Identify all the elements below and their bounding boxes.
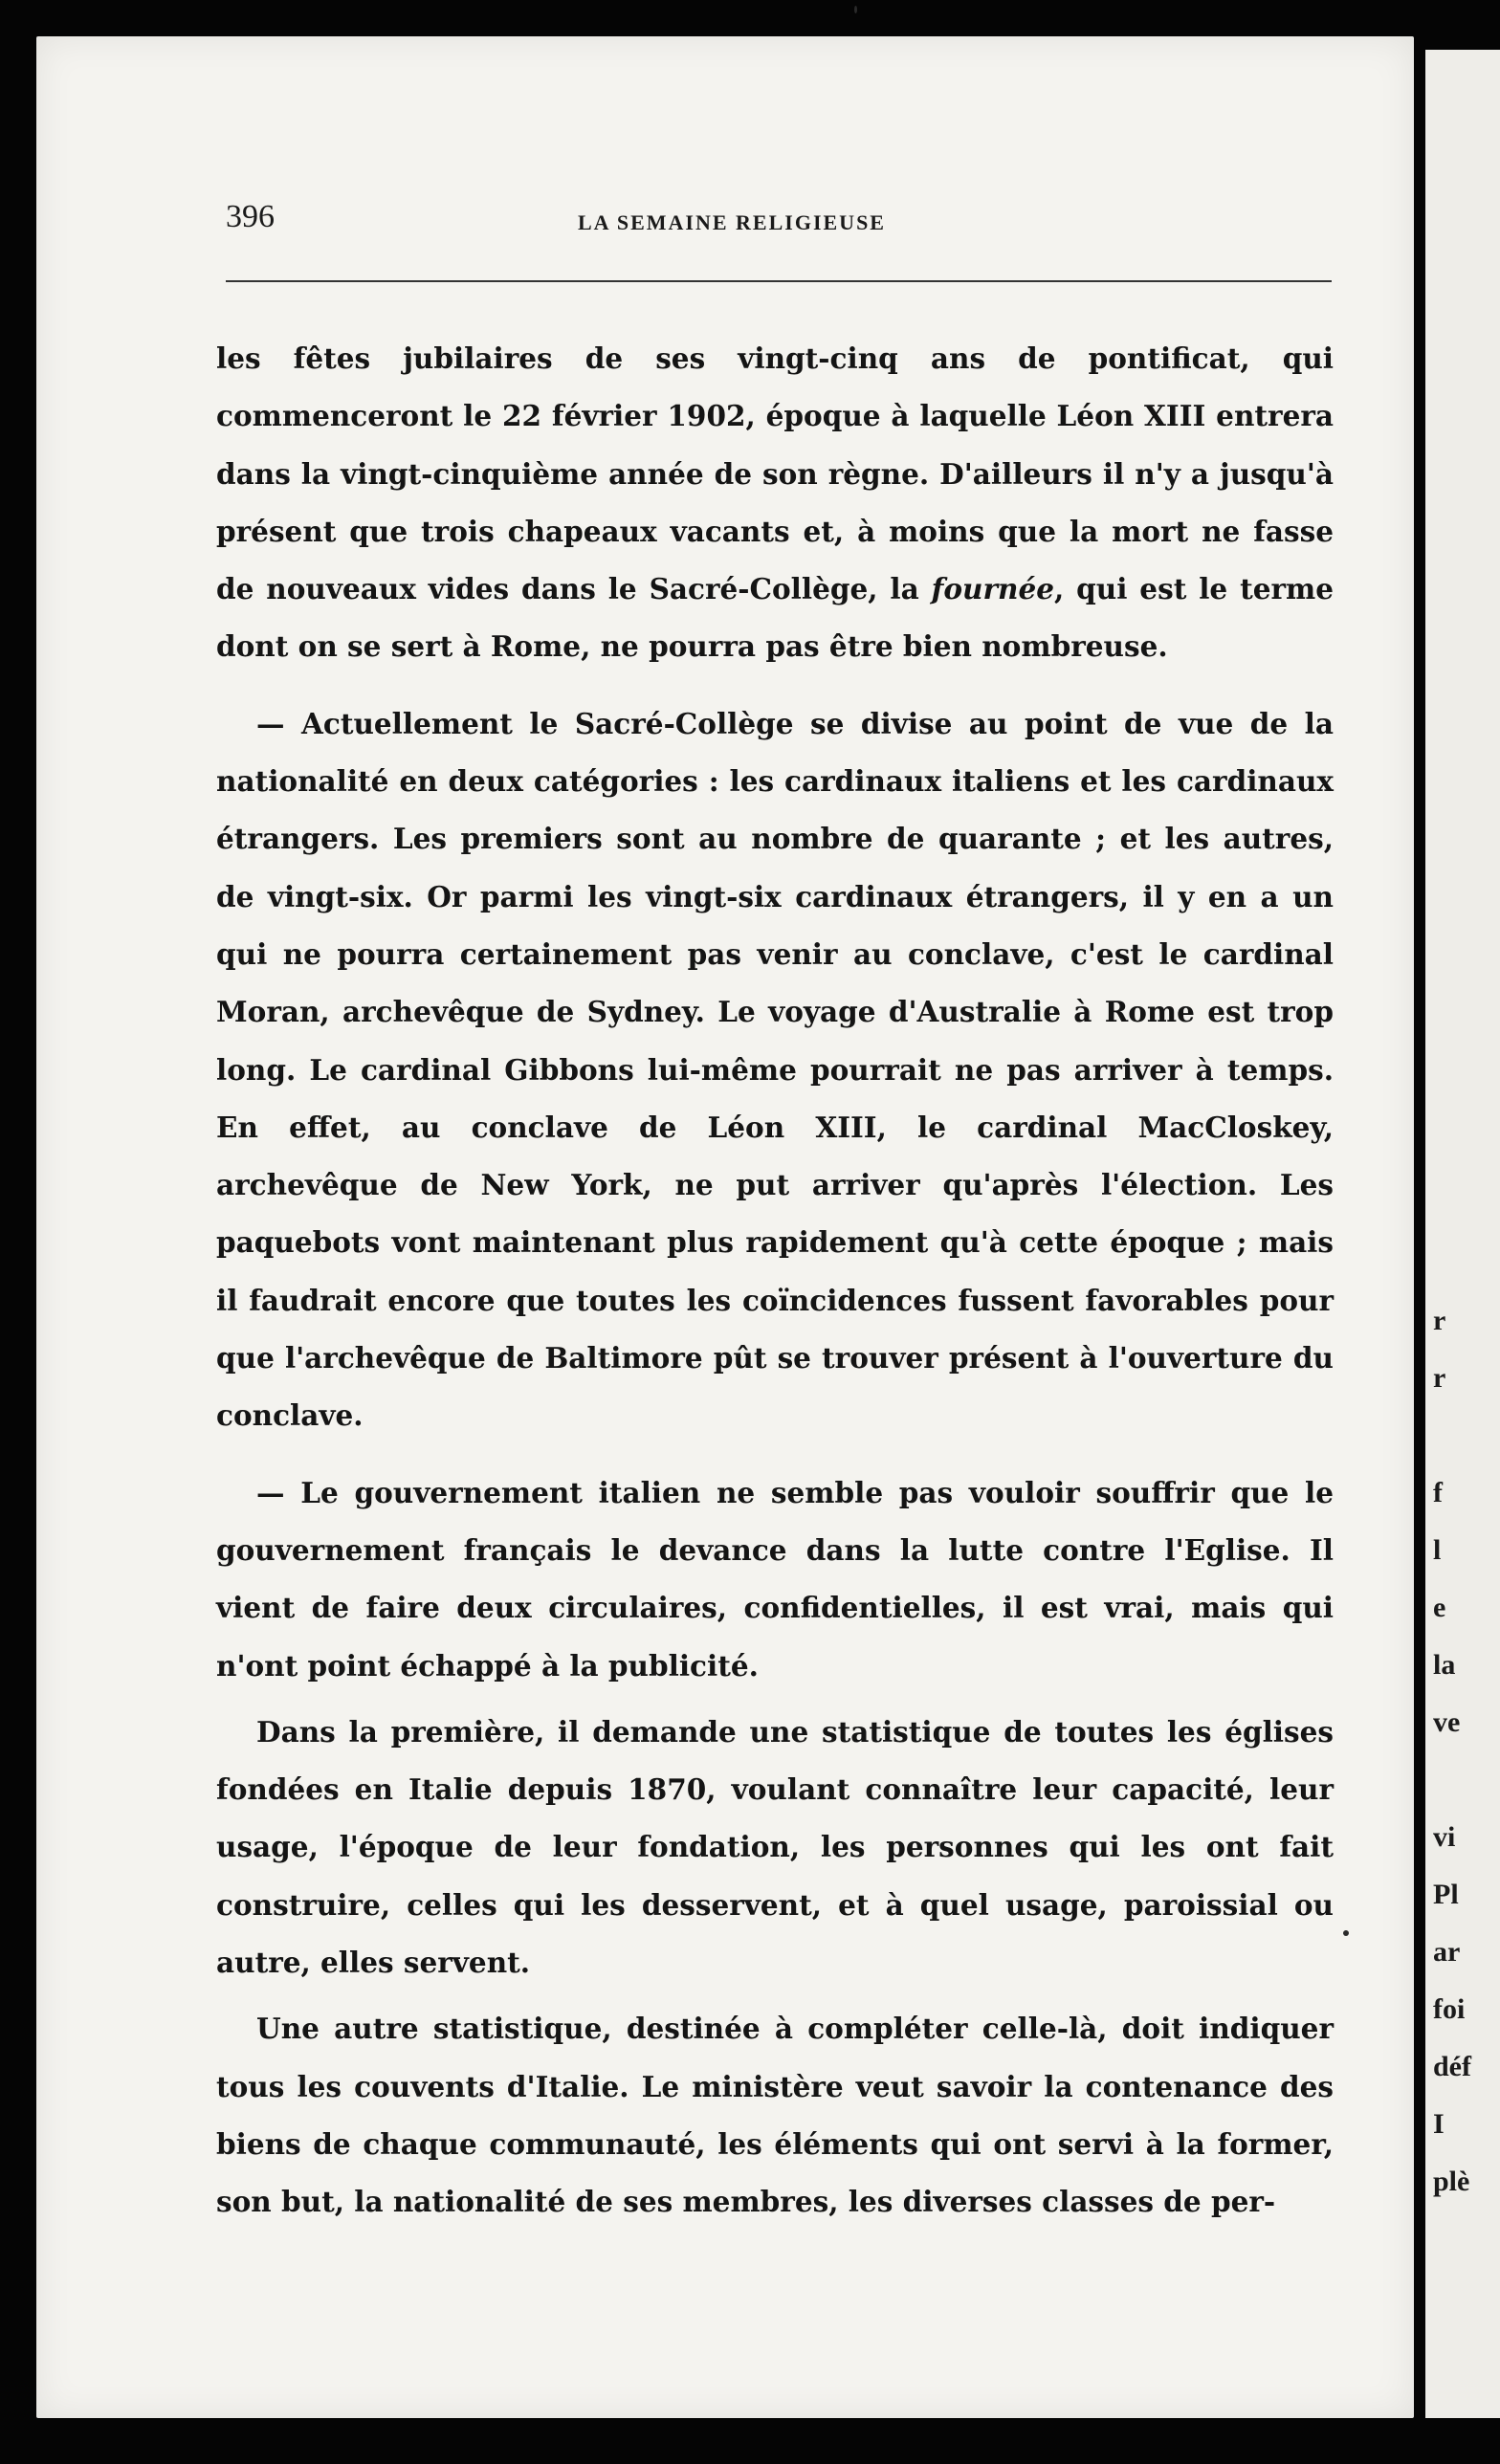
italic-term: fournée	[931, 572, 1054, 606]
facing-page-fragment: déf	[1433, 2051, 1471, 2082]
page-header	[226, 199, 1335, 245]
facing-page-fragment: la	[1433, 1649, 1456, 1681]
facing-page-fragment: foi	[1433, 1993, 1466, 2025]
scan-speck	[1343, 1930, 1349, 1936]
facing-page-fragment: ar	[1433, 1936, 1461, 1968]
facing-page-fragment: r	[1433, 1362, 1446, 1394]
facing-page-fragment: I	[1433, 2108, 1445, 2140]
scan-speck	[854, 6, 857, 13]
body-text	[216, 330, 1334, 2232]
header-rule	[226, 280, 1332, 282]
facing-page-fragment: f	[1433, 1477, 1443, 1508]
facing-page-fragment: r	[1433, 1305, 1446, 1336]
facing-page-fragment: vi	[1433, 1821, 1456, 1853]
paragraph: Dans la première, il demande une statistique de toutes les églises fondées en Italie depuis 1870, voulant connaître leur capacité, leur usage, l'époque de leur fondation, les personnes qui les ont fait construire, celles qui les desservent, et à quel usage, paroissial ou autre, elles servent.	[216, 1714, 1334, 1980]
facing-page-fragment: l	[1433, 1534, 1442, 1566]
paragraph: — Actuellement le Sacré-Collège se divise au point de vue de la nationalité en deux catégories : les cardinaux italiens et les cardinaux étrangers. Les premiers sont au nombre de quarante ; et les autres, de vingt-six. Or parmi les vingt-six cardinaux étrangers, il y en a un qui ne pourra certainement pas venir au conclave, c'est le cardinal Moran, archevêque de Sydney. Le voyage d'Australie à Rome est trop long. Le cardinal Gibbons lui-même pourrait ne pas arriver à temps. En effet, au conclave de Léon XIII, le cardinal MacCloskey, archevêque de New York, ne put arriver qu'après l'élection. Les paquebots vont maintenant plus rapidement qu'à cette époque ; mais il faudrait encore que toutes les coïncidences fussent favorables pour que l'archevêque de Baltimore pût se trouver présent à l'ouverture du conclave.	[216, 706, 1334, 1433]
paragraph-text: , qui est le terme dont on se sert à Rome, ne pourra pas être bien nombreuse.	[216, 572, 1334, 664]
paragraph: Une autre statistique, destinée à compléter celle-là, doit indiquer tous les couvents d'Italie. Le ministère veut savoir la contenance des biens de chaque communauté, les éléments qui ont servi à la former, son but, la nationalité de ses membres, les diverses classes de per-	[216, 2012, 1334, 2219]
facing-page-edge	[1425, 50, 1500, 2418]
paragraph	[216, 330, 1334, 676]
facing-page-fragment: plè	[1433, 2166, 1470, 2197]
facing-page-fragment: e	[1433, 1592, 1446, 1623]
paragraph: — Le gouvernement italien ne semble pas vouloir souffrir que le gouvernement français le devance dans la lutte contre l'Eglise. Il vient de faire deux circulaires, confidentielles, il est vrai, mais qui n'ont point échappé à la publicité.	[216, 1475, 1334, 1683]
facing-page-fragment: Pl	[1433, 1879, 1459, 1910]
page-number: 396	[226, 199, 275, 234]
facing-page-fragment: ve	[1433, 1706, 1461, 1738]
paragraph-text: les fêtes jubilaires de ses vingt-cinq ans de pontificat, qui commenceront le 22 février 1902, époque à laquelle Léon XIII entrera dans la vingt-cinquième année de son règne. D'ailleurs il n'y a jusqu'à présent que trois chapeaux vacants et, à moins que la mort ne fasse de nouveaux vides dans le Sacré-Collège, la	[216, 341, 1334, 606]
running-head: LA SEMAINE RELIGIEUSE	[578, 210, 886, 234]
